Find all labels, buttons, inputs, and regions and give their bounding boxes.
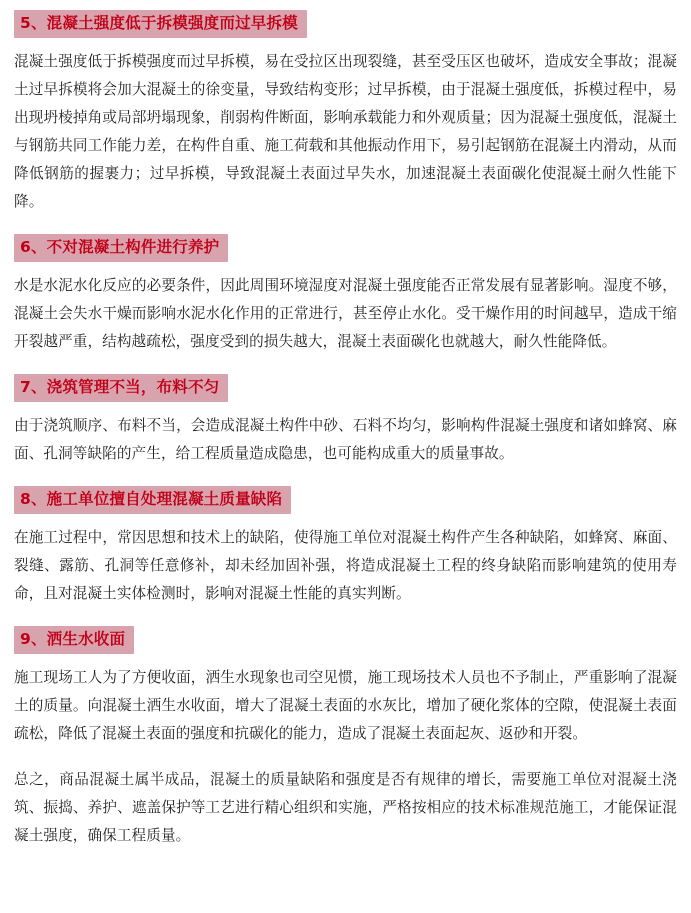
section-heading: 6、不对混凝土构件进行养护 [14, 234, 228, 262]
document-section-8 [14, 486, 677, 608]
section-heading-wrap [14, 234, 677, 272]
section-paragraph: 施工现场工人为了方便收面，洒生水现象也司空见惯，施工现场技术人员也不予制止，严重影响了混凝土的质量。向混凝土洒生水收面，增大了混凝土表面的水灰比，增加了硬化浆体的空隙，使混凝土表面疏松，降低了混凝土表面的强度和抗碳化的能力，造成了混凝土表面起灰、返砂和开裂。 [14, 668, 677, 742]
section-heading-wrap [14, 374, 677, 412]
section-heading: 5、混凝土强度低于拆模强度而过早拆模 [14, 10, 307, 38]
section-heading-wrap [14, 486, 677, 524]
document-section-6 [14, 234, 677, 356]
section-heading: 7、浇筑管理不当，布料不匀 [14, 374, 228, 402]
section-heading-wrap [14, 626, 677, 664]
section-heading-wrap [14, 10, 677, 48]
section-heading: 8、施工单位擅自处理混凝土质量缺陷 [14, 486, 291, 514]
section-heading: 9、洒生水收面 [14, 626, 134, 654]
section-conclusion-paragraph: 总之，商品混凝土属半成品，混凝土的质量缺陷和强度是否有规律的增长，需要施工单位对混凝土浇筑、振捣、养护、遮盖保护等工艺进行精心组织和实施，严格按相应的技术标准规范施工，才能保证混凝土强度，确保工程质量。 [14, 770, 677, 844]
document-section-9 [14, 626, 677, 850]
document-section-5 [14, 10, 677, 216]
section-paragraph: 混凝土强度低于拆模强度而过早拆模，易在受拉区出现裂缝，甚至受压区也破坏，造成安全事故；混凝土过早拆模将会加大混凝土的徐变量，导致结构变形；过早拆模，由于混凝土强度低，拆模过程中，易出现坍棱掉角或局部坍塌现象，削弱构件断面，影响承载能力和外观质量；因为混凝土强度低，混凝土与钢筋共同工作能力差，在构件自重、施工荷载和其他振动作用下，易引起钢筋在混凝土内滑动，从而降低钢筋的握裹力；过早拆模，导致混凝土表面过早失水，加速混凝土表面碳化使混凝土耐久性能下降。 [14, 52, 677, 210]
section-paragraph: 水是水泥水化反应的必要条件，因此周围环境湿度对混凝土强度能否正常发展有显著影响。湿度不够，混凝土会失水干燥而影响水泥水化作用的正常进行，甚至停止水化。受干燥作用的时间越早，造成干缩开裂越严重，结构越疏松，强度受到的损失越大，混凝土表面碳化也就越大，耐久性能降低。 [14, 276, 677, 350]
document-section-7 [14, 374, 677, 468]
section-paragraph: 在施工过程中，常因思想和技术上的缺陷，使得施工单位对混凝土构件产生各种缺陷，如蜂窝、麻面、裂缝、露筋、孔洞等任意修补，却未经加固补强，将造成混凝土工程的终身缺陷而影响建筑的使用寿命，且对混凝土实体检测时，影响对混凝土性能的真实判断。 [14, 528, 677, 602]
section-paragraph: 由于浇筑顺序、布料不当，会造成混凝土构件中砂、石料不均匀，影响构件混凝土强度和诸如蜂窝、麻面、孔洞等缺陷的产生，给工程质量造成隐患，也可能构成重大的质量事故。 [14, 416, 677, 462]
